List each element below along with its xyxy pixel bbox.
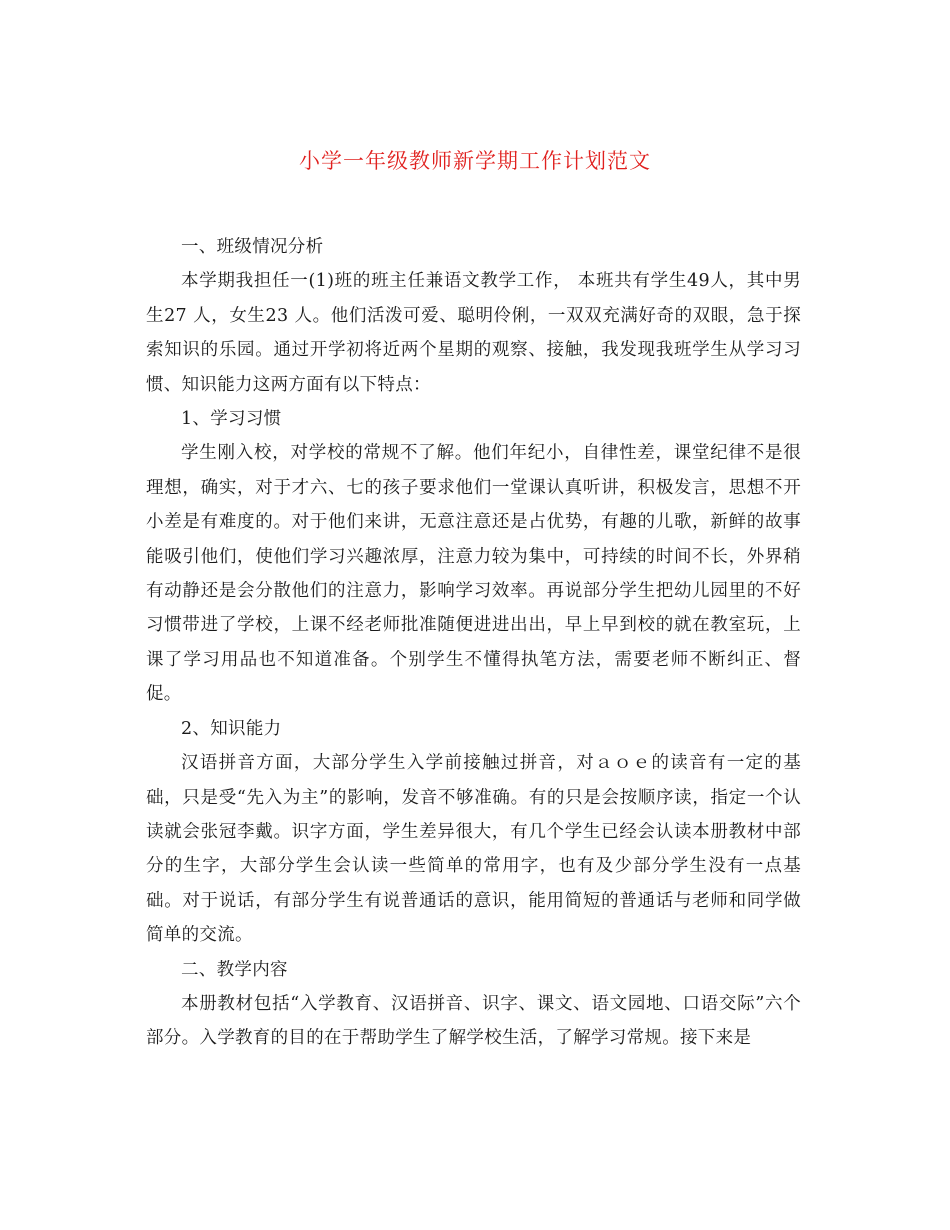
paragraph-class-overview: 本学期我担任一(1)班的班主任兼语文教学工作， 本班共有学生49人，其中男生27 人，女生23 人。他们活泼可爱、聪明伶俐，一双双充满好奇的双眼，急于探索知识的乐园。通过开学初将近两个星期的观察、接触，我发现我班学生从学习习惯、知识能力这两方面有以下特点： [146, 271, 801, 395]
subheading-knowledge-ability: 2、知识能力 [181, 718, 282, 739]
paragraph-study-habits: 学生刚入校，对学校的常规不了解。他们年纪小，自律性差，课堂纪律不是很理想，确实，对于才六、七的孩子要求他们一堂课认真听讲，积极发言，思想不开小差是有难度的。对于他们来讲，无意注意还是占优势，有趣的儿歌，新鲜的故事能吸引他们，使他们学习兴趣浓厚，注意力较为集中，可持续的时间不长，外界稍有动静还是会分散他们的注意力，影响学习效率。再说部分学生把幼儿园里的不好习惯带进了学校，上课不经老师批准随便进进出出，早上早到校的就在教室玩，上课了学习用品也不知道准备。个别学生不懂得执笔方法，需要老师不断纠正、督促。 [146, 443, 801, 705]
paragraph-teaching-content: 本册教材包括“入学教育、汉语拼音、识字、课文、语文园地、口语交际”六个部分。入学教育的目的在于帮助学生了解学校生活，了解学习常规。接下来是 [146, 993, 801, 1049]
document-body [146, 230, 801, 1056]
subheading-study-habits: 1、学习习惯 [181, 409, 282, 430]
section-heading-teaching-content: 二、教学内容 [181, 959, 288, 980]
section-heading-class-analysis: 一、班级情况分析 [181, 237, 324, 257]
document-title: 小学一年级教师新学期工作计划范文 [299, 149, 651, 173]
paragraph-knowledge-ability: 汉语拼音方面，大部分学生入学前接触过拼音，对ａｏｅ的读音有一定的基础，只是受“先入为主”的影响，发音不够准确。有的只是会按顺序读，指定一个认读就会张冠李戴。识字方面，学生差异很大，有几个学生已经会认读本册教材中部分的生字，大部分学生会认读一些简单的常用字，也有及少部分学生没有一点基础。对于说话，有部分学生有说普通话的意识，能用简短的普通话与老师和同学做简单的交流。 [146, 753, 801, 946]
